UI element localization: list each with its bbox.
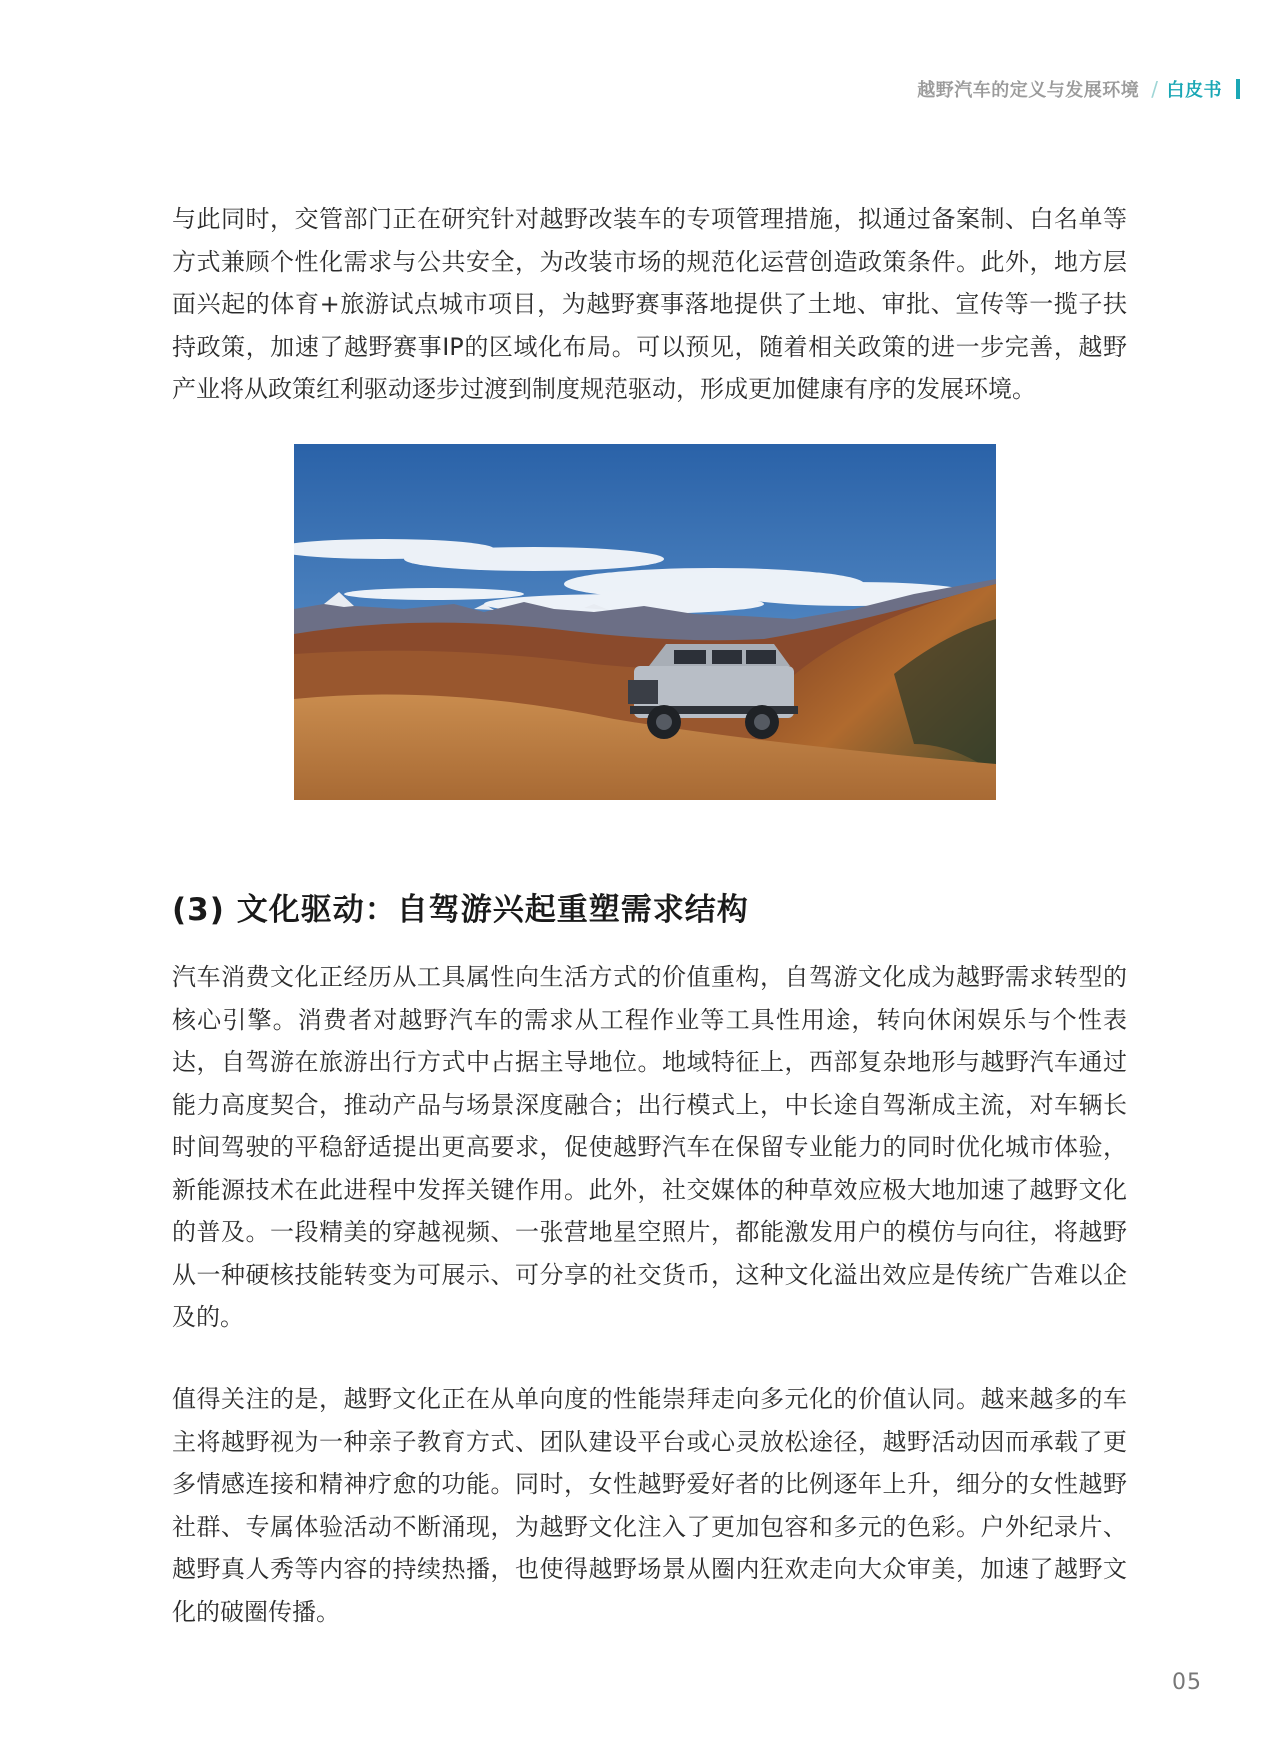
body-paragraph-2: 汽车消费文化正经历从工具属性向生活方式的价值重构，自驾游文化成为越野需求转型的核心引擎。消费者对越野汽车的需求从工程作业等工具性用途，转向休闲娱乐与个性表达，自驾游在旅游出行方式中占据主导地位。地域特征上，西部复杂地形与越野汽车通过能力高度契合，推动产品与场景深度融合；出行模式上，中长途自驾渐成主流，对车辆长时间驾驶的平稳舒适提出更高要求，促使越野汽车在保留专业能力的同时优化城市体验，新能源技术在此进程中发挥关键作用。此外，社交媒体的种草效应极大地加速了越野文化的普及。一段精美的穿越视频、一张营地星空照片，都能激发用户的模仿与向往，将越野从一种硬核技能转变为可展示、可分享的社交货币，这种文化溢出效应是传统广告难以企及的。 bbox=[172, 963, 1127, 1331]
body-paragraph-3: 值得关注的是，越野文化正在从单向度的性能崇拜走向多元化的价值认同。越来越多的车主将越野视为一种亲子教育方式、团队建设平台或心灵放松途径，越野活动因而承载了更多情感连接和精神疗愈的功能。同时，女性越野爱好者的比例逐年上升，细分的女性越野社群、专属体验活动不断涌现，为越野文化注入了更加包容和多元的色彩。户外纪录片、越野真人秀等内容的持续热播，也使得越野场景从圈内狂欢走向大众审美，加速了越野文化的破圈传播。 bbox=[172, 1385, 1127, 1626]
body-paragraph-1: 与此同时，交管部门正在研究针对越野改装车的专项管理措施，拟通过备案制、白名单等方式兼顾个性化需求与公共安全，为改装市场的规范化运营创造政策条件。此外，地方层面兴起的体育+旅游试点城市项目，为越野赛事落地提供了土地、审批、宣传等一揽子扶持政策，加速了越野赛事IP的区域化布局。可以预见，随着相关政策的进一步完善，越野产业将从政策红利驱动逐步过渡到制度规范驱动，形成更加健康有序的发展环境。 bbox=[172, 205, 1127, 403]
header-brand: 白皮书 bbox=[1166, 80, 1222, 101]
header-title: 越野汽车的定义与发展环境 bbox=[917, 80, 1140, 101]
header-slash-decoration: / bbox=[1151, 77, 1159, 101]
page-number: 05 bbox=[1172, 1670, 1202, 1695]
offroad-vehicle-photo bbox=[294, 444, 996, 800]
running-header bbox=[917, 74, 1240, 104]
header-bar-decoration bbox=[1236, 79, 1240, 99]
section-heading: (3) 文化驱动：自驾游兴起重塑需求结构 bbox=[172, 892, 749, 928]
